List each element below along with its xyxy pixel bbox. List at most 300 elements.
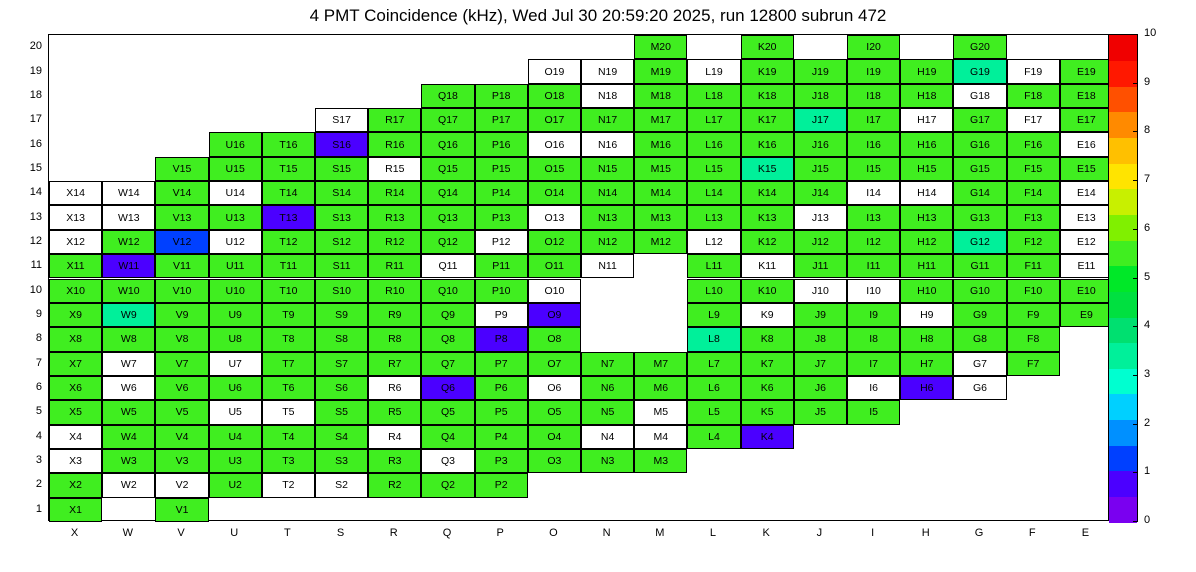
heatmap-cell: P3: [475, 449, 528, 473]
heatmap-cell: J8: [794, 327, 847, 351]
heatmap-cell: M15: [634, 157, 687, 181]
heatmap-cell: S7: [315, 352, 368, 376]
heatmap-cell: U6: [209, 376, 262, 400]
colorbar-tick-label: 7: [1144, 173, 1151, 186]
heatmap-cell: O8: [528, 327, 581, 351]
colorbar-tick-mark: [1133, 521, 1138, 522]
colorbar-tick-mark: [1133, 229, 1138, 230]
heatmap-cell: T4: [262, 425, 315, 449]
heatmap-cell: S4: [315, 425, 368, 449]
heatmap-cell: T9: [262, 303, 315, 327]
heatmap-cell: G7: [953, 352, 1006, 376]
colorbar-tick-label: 10: [1144, 27, 1157, 39]
heatmap-cell: P16: [475, 132, 528, 156]
colorbar-segment: [1109, 214, 1137, 240]
heatmap-cell: J17: [794, 108, 847, 132]
heatmap-cell: O5: [528, 400, 581, 424]
heatmap-cell: S6: [315, 376, 368, 400]
heatmap-cell: T13: [262, 205, 315, 229]
colorbar-segment: [1109, 163, 1137, 189]
heatmap-cell: R6: [368, 376, 421, 400]
x-axis-tick: O: [549, 527, 558, 539]
colorbar-tick-mark: [1133, 472, 1138, 473]
heatmap-cell: H11: [900, 254, 953, 278]
heatmap-cell: U9: [209, 303, 262, 327]
heatmap-cell: P7: [475, 352, 528, 376]
colorbar-tick-mark: [1133, 83, 1138, 84]
heatmap-cell: G13: [953, 205, 1006, 229]
heatmap-cell: M12: [634, 230, 687, 254]
x-axis-tick: L: [709, 527, 717, 539]
heatmap-cell: T7: [262, 352, 315, 376]
heatmap-cell: E12: [1060, 230, 1113, 254]
x-axis-tick: Q: [442, 527, 452, 539]
heatmap-cell: Q11: [421, 254, 474, 278]
colorbar-tick-mark: [1133, 131, 1138, 132]
heatmap-cell: R4: [368, 425, 421, 449]
heatmap-cell: F14: [1007, 181, 1060, 205]
heatmap-cell: N7: [581, 352, 634, 376]
heatmap-cell: V14: [155, 181, 208, 205]
y-axis-tick: 16: [29, 137, 42, 150]
heatmap-cell: X4: [49, 425, 102, 449]
heatmap-cell: N13: [581, 205, 634, 229]
heatmap-cell: L9: [687, 303, 740, 327]
heatmap-cell: T16: [262, 132, 315, 156]
heatmap-cell: G17: [953, 108, 1006, 132]
heatmap-cell: K19: [741, 59, 794, 83]
heatmap-cell: F13: [1007, 205, 1060, 229]
heatmap-cell: F8: [1007, 327, 1060, 351]
heatmap-cell: W9: [102, 303, 155, 327]
colorbar-segment: [1109, 266, 1137, 292]
heatmap-cell: O9: [528, 303, 581, 327]
y-axis-tick: 4: [35, 429, 42, 442]
heatmap-cell: J12: [794, 230, 847, 254]
heatmap-cell: M14: [634, 181, 687, 205]
heatmap-cell: O14: [528, 181, 581, 205]
x-axis-tick: V: [177, 527, 185, 539]
heatmap-cell: X3: [49, 449, 102, 473]
colorbar-segment: [1109, 138, 1137, 164]
heatmap-cell: P12: [475, 230, 528, 254]
heatmap-cell: K9: [741, 303, 794, 327]
heatmap-cell: N12: [581, 230, 634, 254]
heatmap-cell: Q6: [421, 376, 474, 400]
heatmap-cell: W12: [102, 230, 155, 254]
heatmap-cell: R14: [368, 181, 421, 205]
x-axis-tick: T: [284, 527, 291, 539]
heatmap-cell: R5: [368, 400, 421, 424]
y-axis-tick: 1: [35, 502, 42, 515]
heatmap-cell: W2: [102, 473, 155, 497]
heatmap-cell: M6: [634, 376, 687, 400]
heatmap-cell: P14: [475, 181, 528, 205]
x-axis-tick: P: [496, 527, 504, 539]
y-axis-tick: 14: [29, 186, 42, 199]
heatmap-cell: K13: [741, 205, 794, 229]
heatmap-cell: H7: [900, 352, 953, 376]
x-axis-tick: J: [816, 527, 823, 539]
colorbar-tick-label: 2: [1144, 416, 1151, 429]
heatmap-cell: O13: [528, 205, 581, 229]
heatmap-cell: M19: [634, 59, 687, 83]
heatmap-cell: N16: [581, 132, 634, 156]
y-axis-tick: 6: [35, 381, 42, 394]
heatmap-cell: G10: [953, 279, 1006, 303]
colorbar-segment: [1109, 240, 1137, 266]
heatmap-cell: U15: [209, 157, 262, 181]
heatmap-cell: R3: [368, 449, 421, 473]
heatmap-cell: I7: [847, 352, 900, 376]
heatmap-cell: T8: [262, 327, 315, 351]
y-axis-tick: 11: [30, 259, 42, 272]
heatmap-cell: L11: [687, 254, 740, 278]
y-axis-tick: 8: [35, 332, 42, 345]
heatmap-cell: Q5: [421, 400, 474, 424]
heatmap-cell: L18: [687, 84, 740, 108]
colorbar-segment: [1109, 471, 1137, 497]
heatmap-cell: H13: [900, 205, 953, 229]
y-axis-tick: 15: [29, 161, 42, 174]
heatmap-cell: H16: [900, 132, 953, 156]
heatmap-cell: R13: [368, 205, 421, 229]
x-axis-tick: M: [655, 527, 665, 539]
heatmap-cell: G12: [953, 230, 1006, 254]
x-axis-tick: F: [1028, 527, 1036, 539]
heatmap-cell: T15: [262, 157, 315, 181]
heatmap-cell: U14: [209, 181, 262, 205]
colorbar-tick-mark: [1133, 375, 1138, 376]
heatmap-cell: K4: [741, 425, 794, 449]
heatmap-cell: Q17: [421, 108, 474, 132]
heatmap-cell: J6: [794, 376, 847, 400]
colorbar-tick-mark: [1133, 34, 1138, 35]
heatmap-cell: U10: [209, 279, 262, 303]
heatmap-cell: T14: [262, 181, 315, 205]
heatmap-cell: Q12: [421, 230, 474, 254]
heatmap-cell: W5: [102, 400, 155, 424]
heatmap-cell: J7: [794, 352, 847, 376]
heatmap-cell: T10: [262, 279, 315, 303]
heatmap-cell: F12: [1007, 230, 1060, 254]
heatmap-cell: R10: [368, 279, 421, 303]
heatmap-cell: H17: [900, 108, 953, 132]
heatmap-cell: W6: [102, 376, 155, 400]
heatmap-cell: V15: [155, 157, 208, 181]
heatmap-cell: N11: [581, 254, 634, 278]
heatmap-cell: E13: [1060, 205, 1113, 229]
x-axis-tick: H: [921, 527, 930, 539]
heatmap-cell: T12: [262, 230, 315, 254]
colorbar-tick-label: 5: [1144, 270, 1151, 283]
heatmap-cell: X8: [49, 327, 102, 351]
heatmap-cell: L19: [687, 59, 740, 83]
heatmap-cell: S17: [315, 108, 368, 132]
heatmap-cell: U5: [209, 400, 262, 424]
heatmap-cell: U4: [209, 425, 262, 449]
heatmap-cell: H18: [900, 84, 953, 108]
heatmap-cell: V6: [155, 376, 208, 400]
heatmap-cell: I6: [847, 376, 900, 400]
heatmap-cell: R17: [368, 108, 421, 132]
y-axis-tick: 9: [35, 308, 42, 321]
colorbar-tick-label: 8: [1144, 124, 1151, 137]
heatmap-cell: L6: [687, 376, 740, 400]
heatmap-cell: R8: [368, 327, 421, 351]
x-axis-tick: N: [602, 527, 611, 539]
heatmap-cell: Q7: [421, 352, 474, 376]
heatmap-cell: W3: [102, 449, 155, 473]
heatmap-cell: E17: [1060, 108, 1113, 132]
heatmap-cell: V13: [155, 205, 208, 229]
heatmap-cell: W11: [102, 254, 155, 278]
heatmap-cell: F7: [1007, 352, 1060, 376]
heatmap-cell: N5: [581, 400, 634, 424]
heatmap-cell: E16: [1060, 132, 1113, 156]
heatmap-cell: S5: [315, 400, 368, 424]
colorbar-tick-mark: [1133, 424, 1138, 425]
heatmap-cell: J9: [794, 303, 847, 327]
heatmap-cell: Q15: [421, 157, 474, 181]
heatmap-cell: H15: [900, 157, 953, 181]
heatmap-cell: U12: [209, 230, 262, 254]
y-axis-tick: 18: [29, 88, 42, 101]
heatmap-cell: R7: [368, 352, 421, 376]
heatmap-cell: K10: [741, 279, 794, 303]
heatmap-cell: P15: [475, 157, 528, 181]
heatmap-cell: E18: [1060, 84, 1113, 108]
colorbar-segment: [1109, 86, 1137, 112]
heatmap-cell: N6: [581, 376, 634, 400]
heatmap-cell: G11: [953, 254, 1006, 278]
heatmap-cell: G9: [953, 303, 1006, 327]
heatmap-cell: G16: [953, 132, 1006, 156]
heatmap-cell: K6: [741, 376, 794, 400]
heatmap-cell: E10: [1060, 279, 1113, 303]
heatmap-cell: T5: [262, 400, 315, 424]
heatmap-cell: J14: [794, 181, 847, 205]
heatmap-grid: [48, 34, 1112, 521]
heatmap-cell: L7: [687, 352, 740, 376]
heatmap-cell: L10: [687, 279, 740, 303]
colorbar-segment: [1109, 343, 1137, 369]
colorbar-segment: [1109, 317, 1137, 343]
heatmap-cell: J11: [794, 254, 847, 278]
heatmap-cell: H9: [900, 303, 953, 327]
heatmap-cell: I18: [847, 84, 900, 108]
heatmap-cell: J15: [794, 157, 847, 181]
x-axis-tick: S: [336, 527, 345, 539]
heatmap-cell: L16: [687, 132, 740, 156]
heatmap-cell: G14: [953, 181, 1006, 205]
heatmap-cell: P8: [475, 327, 528, 351]
heatmap-cell: W13: [102, 205, 155, 229]
heatmap-cell: G19: [953, 59, 1006, 83]
heatmap-cell: Q9: [421, 303, 474, 327]
heatmap-cell: T11: [262, 254, 315, 278]
heatmap-cell: S14: [315, 181, 368, 205]
colorbar-tick-label: 4: [1144, 319, 1151, 332]
heatmap-cell: I5: [847, 400, 900, 424]
heatmap-cell: X13: [49, 205, 102, 229]
x-axis-tick: E: [1081, 527, 1090, 539]
heatmap-cell: I13: [847, 205, 900, 229]
colorbar-tick-label: 1: [1144, 465, 1151, 478]
heatmap-cell: V7: [155, 352, 208, 376]
heatmap-cell: U8: [209, 327, 262, 351]
heatmap-cell: E19: [1060, 59, 1113, 83]
heatmap-cell: L8: [687, 327, 740, 351]
heatmap-cell: K11: [741, 254, 794, 278]
heatmap-cell: X9: [49, 303, 102, 327]
colorbar-tick-label: 9: [1144, 75, 1151, 88]
heatmap-cell: I20: [847, 35, 900, 59]
heatmap-cell: J19: [794, 59, 847, 83]
heatmap-cell: M3: [634, 449, 687, 473]
heatmap-cell: O17: [528, 108, 581, 132]
heatmap-cell: X1: [49, 498, 102, 522]
heatmap-cell: K8: [741, 327, 794, 351]
y-axis-tick: 5: [35, 405, 42, 418]
heatmap-cell: K17: [741, 108, 794, 132]
heatmap-cell: T3: [262, 449, 315, 473]
heatmap-cell: I10: [847, 279, 900, 303]
heatmap-cell: X14: [49, 181, 102, 205]
heatmap-cell: G6: [953, 376, 1006, 400]
y-axis-tick: 2: [35, 478, 42, 491]
heatmap-cell: K14: [741, 181, 794, 205]
heatmap-cell: J13: [794, 205, 847, 229]
heatmap-cell: S8: [315, 327, 368, 351]
colorbar-segment: [1109, 445, 1137, 471]
heatmap-cell: S16: [315, 132, 368, 156]
heatmap-cell: L12: [687, 230, 740, 254]
colorbar-segment: [1109, 496, 1137, 522]
heatmap-cell: F17: [1007, 108, 1060, 132]
y-axis-tick: 3: [35, 454, 42, 467]
heatmap-cell: J16: [794, 132, 847, 156]
heatmap-cell: O18: [528, 84, 581, 108]
heatmap-cell: S15: [315, 157, 368, 181]
heatmap-cell: I16: [847, 132, 900, 156]
x-axis-tick: U: [230, 527, 239, 539]
heatmap-cell: Q8: [421, 327, 474, 351]
heatmap-cell: N4: [581, 425, 634, 449]
heatmap-cell: H6: [900, 376, 953, 400]
heatmap-cell: F19: [1007, 59, 1060, 83]
heatmap-cell: P17: [475, 108, 528, 132]
heatmap-cell: P2: [475, 473, 528, 497]
heatmap-cell: R12: [368, 230, 421, 254]
colorbar-segment: [1109, 394, 1137, 420]
heatmap-cell: U3: [209, 449, 262, 473]
heatmap-cell: L14: [687, 181, 740, 205]
heatmap-cell: W14: [102, 181, 155, 205]
x-axis-tick: I: [871, 527, 875, 539]
x-axis-tick: X: [70, 527, 79, 539]
heatmap-cell: M13: [634, 205, 687, 229]
heatmap-cell: V11: [155, 254, 208, 278]
heatmap-cell: U16: [209, 132, 262, 156]
heatmap-cell: M20: [634, 35, 687, 59]
colorbar-tick-mark: [1133, 278, 1138, 279]
heatmap-cell: W8: [102, 327, 155, 351]
heatmap-cell: R11: [368, 254, 421, 278]
heatmap-cell: V10: [155, 279, 208, 303]
x-axis-tick: W: [122, 527, 133, 539]
heatmap-cell: X5: [49, 400, 102, 424]
heatmap-cell: X10: [49, 279, 102, 303]
page-title: 4 PMT Coincidence (kHz), Wed Jul 30 20:59:20 2025, run 12800 subrun 472: [309, 6, 887, 25]
heatmap-cell: J10: [794, 279, 847, 303]
heatmap-cell: Q4: [421, 425, 474, 449]
heatmap-cell: M4: [634, 425, 687, 449]
heatmap-cell: H8: [900, 327, 953, 351]
heatmap-cell: P5: [475, 400, 528, 424]
heatmap-cell: G18: [953, 84, 1006, 108]
heatmap-cell: K18: [741, 84, 794, 108]
heatmap-cell: I17: [847, 108, 900, 132]
heatmap-cell: P10: [475, 279, 528, 303]
heatmap-cell: N14: [581, 181, 634, 205]
heatmap-cell: U2: [209, 473, 262, 497]
heatmap-cell: S11: [315, 254, 368, 278]
y-axis-tick: 10: [29, 283, 42, 296]
heatmap-cell: S2: [315, 473, 368, 497]
heatmap-cell: V12: [155, 230, 208, 254]
heatmap-cell: X7: [49, 352, 102, 376]
heatmap-cell: I19: [847, 59, 900, 83]
heatmap-cell: M16: [634, 132, 687, 156]
x-axis-tick: G: [974, 527, 984, 539]
heatmap-cell: K15: [741, 157, 794, 181]
heatmap-cell: L17: [687, 108, 740, 132]
heatmap-cell: L13: [687, 205, 740, 229]
heatmap-cell: N18: [581, 84, 634, 108]
heatmap-cell: S10: [315, 279, 368, 303]
heatmap-cell: S13: [315, 205, 368, 229]
heatmap-cell: T2: [262, 473, 315, 497]
heatmap-cell: I9: [847, 303, 900, 327]
heatmap-cell: N3: [581, 449, 634, 473]
heatmap-cell: G15: [953, 157, 1006, 181]
heatmap-cell: P13: [475, 205, 528, 229]
heatmap-cell: F9: [1007, 303, 1060, 327]
heatmap-cell: L15: [687, 157, 740, 181]
heatmap-cell: L4: [687, 425, 740, 449]
heatmap-cell: V4: [155, 425, 208, 449]
y-axis-tick: 12: [29, 234, 42, 247]
colorbar-tick-mark: [1133, 326, 1138, 327]
colorbar-tick-mark: [1133, 180, 1138, 181]
heatmap-cell: O10: [528, 279, 581, 303]
heatmap-cell: O15: [528, 157, 581, 181]
heatmap-cell: Q3: [421, 449, 474, 473]
heatmap-cell: X12: [49, 230, 102, 254]
heatmap-cell: M18: [634, 84, 687, 108]
heatmap-cell: Q16: [421, 132, 474, 156]
heatmap-cell: F18: [1007, 84, 1060, 108]
heatmap-cell: M17: [634, 108, 687, 132]
y-axis-tick: 13: [29, 210, 42, 223]
heatmap-cell: J5: [794, 400, 847, 424]
heatmap-cell: U7: [209, 352, 262, 376]
heatmap-cell: P18: [475, 84, 528, 108]
heatmap-cell: F15: [1007, 157, 1060, 181]
heatmap-cell: K7: [741, 352, 794, 376]
heatmap-cell: V8: [155, 327, 208, 351]
